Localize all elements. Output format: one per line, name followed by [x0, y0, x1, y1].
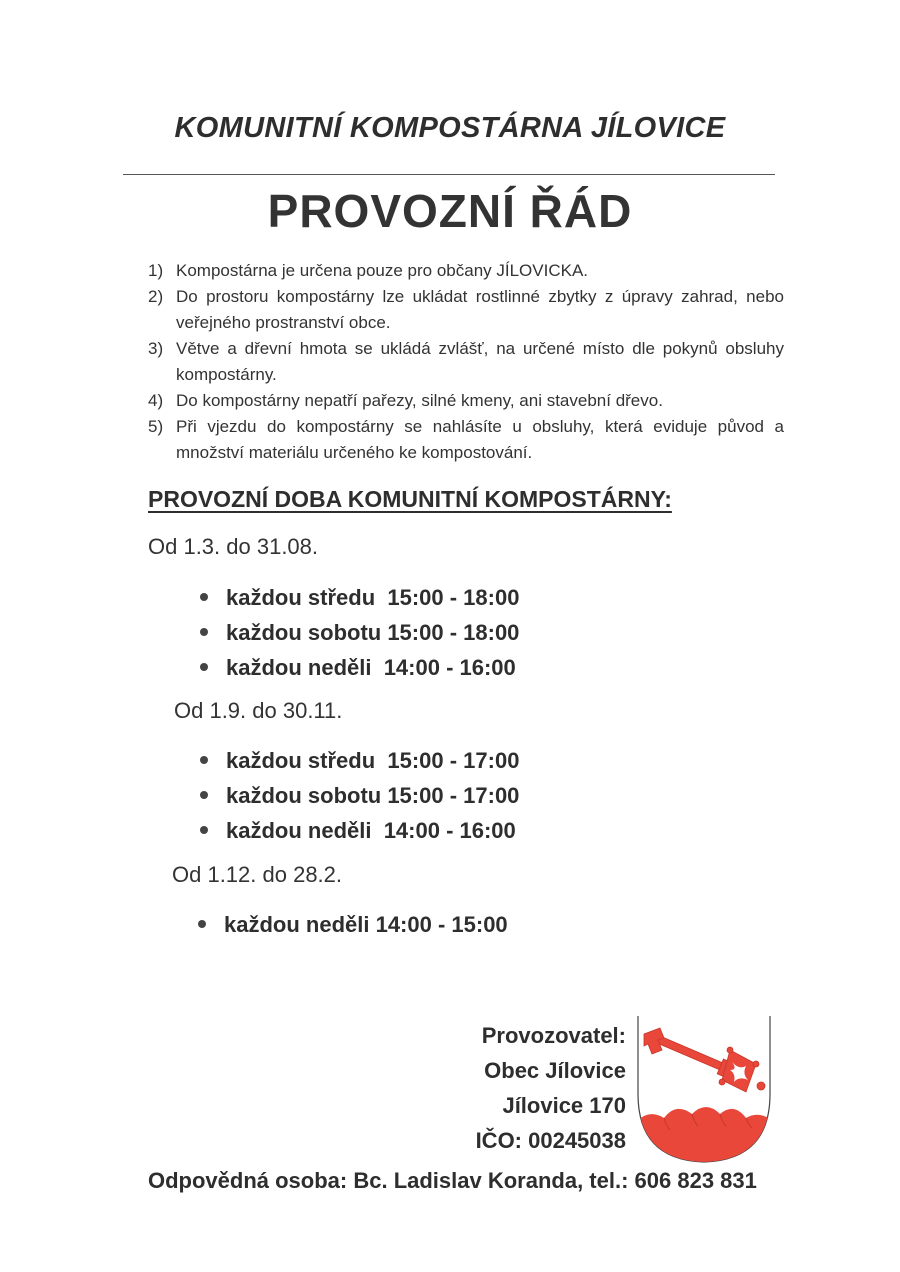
rule-item	[148, 284, 784, 336]
slot-text: každou neděli 14:00 - 16:00	[226, 818, 516, 843]
rule-text: Do prostoru kompostárny lze ukládat rostlinné zbytky z úpravy zahrad, nebo veřejného prostranství obce.	[176, 287, 784, 332]
bullet-icon	[200, 593, 208, 601]
bullet-icon	[200, 826, 208, 834]
time-slot	[200, 650, 519, 685]
rule-text: Do kompostárny nepatří pařezy, silné kmeny, ani stavební dřevo.	[176, 391, 663, 410]
time-slot	[200, 615, 519, 650]
rule-number: 1)	[148, 261, 164, 280]
coat-of-arms-key-icon	[634, 1014, 774, 1164]
page-title: PROVOZNÍ ŘÁD	[267, 185, 633, 237]
slot-text: každou neděli 14:00 - 15:00	[224, 912, 508, 937]
responsible-person-contact: Odpovědná osoba: Bc. Ladislav Koranda, tel.: 606 823 831	[148, 1168, 757, 1193]
slot-text: každou středu 15:00 - 17:00	[226, 748, 520, 773]
time-slot	[200, 580, 519, 615]
period-slots	[200, 580, 519, 685]
period-slots	[200, 743, 519, 848]
rule-text: Větve a dřevní hmota se ukládá zvlášť, na určené místo dle pokynů obsluhy kompostárny.	[176, 339, 784, 384]
period-label: Od 1.3. do 31.08.	[148, 534, 319, 559]
period-label: Od 1.9. do 30.11.	[174, 698, 343, 723]
bullet-icon	[200, 756, 208, 764]
bullet-icon	[200, 663, 208, 671]
rule-number: 2)	[148, 287, 164, 306]
time-slot	[200, 778, 519, 813]
rule-item	[148, 336, 784, 388]
rule-number: 4)	[148, 391, 164, 410]
time-slot	[198, 907, 508, 942]
rule-item	[148, 414, 784, 466]
slot-text: každou neděli 14:00 - 16:00	[226, 655, 516, 680]
bullet-icon	[200, 791, 208, 799]
operator-block	[476, 1018, 626, 1158]
rule-text: Při vjezdu do kompostárny se nahlásíte u obsluhy, která eviduje původ a množství materiálu určeného ke kompostování.	[176, 417, 784, 462]
operator-name: Obec Jílovice	[484, 1058, 626, 1083]
slot-text: každou středu 15:00 - 18:00	[226, 585, 520, 610]
bullet-icon	[200, 628, 208, 636]
operator-label: Provozovatel:	[481, 1023, 626, 1048]
period-slots	[198, 907, 508, 942]
period-label: Od 1.12. do 28.2.	[172, 862, 343, 887]
rules-list	[148, 258, 784, 466]
bullet-icon	[198, 920, 206, 928]
rule-item	[148, 388, 784, 414]
operator-address: Jílovice 170	[502, 1093, 626, 1118]
opening-hours-heading: PROVOZNÍ DOBA KOMUNITNÍ KOMPOSTÁRNY:	[148, 486, 672, 512]
operator-ico: IČO: 00245038	[475, 1128, 626, 1153]
rule-item	[148, 258, 784, 284]
time-slot	[200, 813, 519, 848]
divider-line	[123, 174, 775, 175]
slot-text: každou sobotu 15:00 - 18:00	[226, 620, 520, 645]
rule-text: Kompostárna je určena pouze pro občany JÍLOVICKA.	[176, 261, 589, 280]
time-slot	[200, 743, 519, 778]
rule-number: 3)	[148, 339, 164, 358]
rule-number: 5)	[148, 417, 164, 436]
organization-subtitle: KOMUNITNÍ KOMPOSTÁRNA JÍLOVICE	[174, 112, 726, 144]
slot-text: každou sobotu 15:00 - 17:00	[226, 783, 520, 808]
